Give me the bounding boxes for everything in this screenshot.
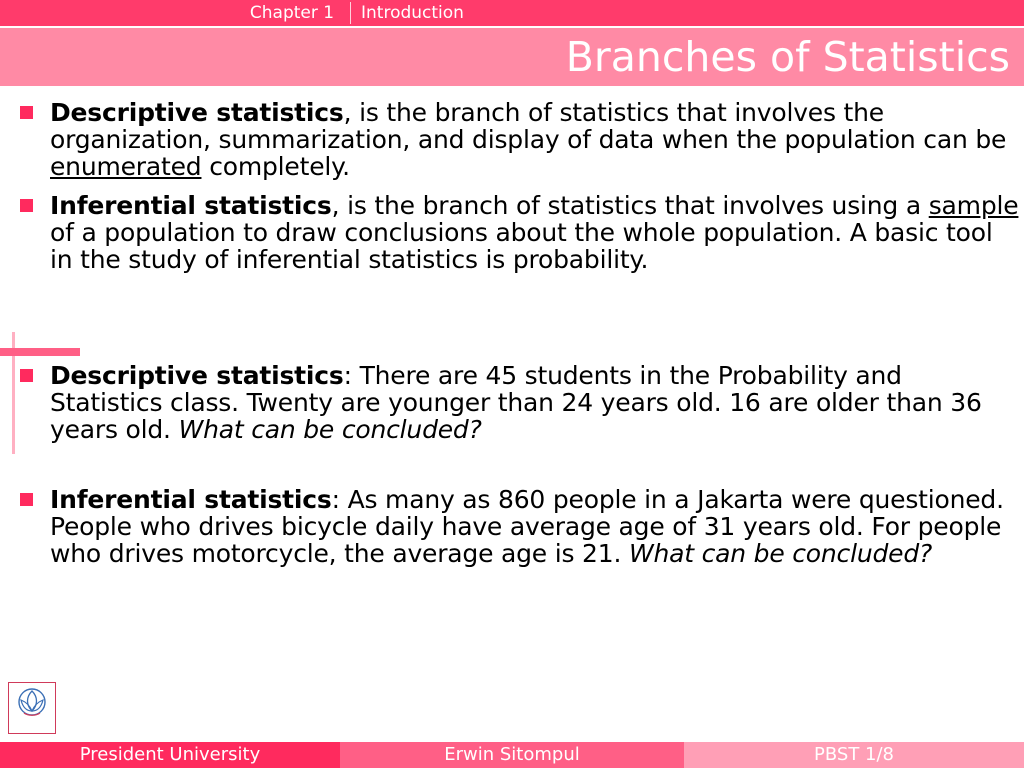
bullet-text (50, 192, 1020, 273)
bullet-descriptive-definition (20, 99, 1020, 180)
bullet-inferential-definition (20, 192, 1020, 273)
term: Descriptive statistics (50, 98, 344, 127)
term: Inferential statistics (50, 485, 332, 514)
university-logo (8, 682, 56, 734)
bullet-text (50, 99, 1020, 180)
bullet-body: : There are 45 students in the Probability and Statistics class. Twenty are younger than 24 years old. 16 are older than 36 years old. (50, 361, 982, 444)
slide-title: Branches of Statistics (565, 33, 1010, 81)
square-bullet-icon (20, 106, 33, 119)
lotus-logo-icon (9, 683, 55, 733)
bullet-descriptive-example (20, 362, 1020, 443)
term: Inferential statistics (50, 191, 332, 220)
footer-page-number: PBST 1/8 (684, 742, 1024, 768)
square-bullet-icon (20, 493, 33, 506)
chapter-label: Chapter 1 (249, 3, 335, 23)
bullet-text (50, 362, 1020, 443)
section-label: Introduction (361, 3, 464, 23)
footer-author: Erwin Sitompul (340, 742, 684, 768)
underlined-term: enumerated (50, 152, 202, 181)
square-bullet-icon (20, 369, 33, 382)
footer (0, 742, 1024, 768)
bullet-inferential-example (20, 486, 1020, 567)
bullet-text (50, 486, 1020, 567)
bullet-body-end: completely. (201, 152, 350, 181)
underlined-term: sample (928, 191, 1019, 220)
footer-institution: President University (0, 742, 340, 768)
question: What can be concluded? (178, 415, 482, 444)
square-bullet-icon (20, 199, 33, 212)
bullet-body-end: of a population to draw conclusions about the whole population. A basic tool in the study of inferential statistics is probability. (50, 218, 993, 274)
bullet-body: : As many as 860 people in a Jakarta were questioned. People who drives bicycle daily have average age of 31 years old. For people who drives motorcycle, the average age is 21. (50, 485, 1004, 568)
term: Descriptive statistics (50, 361, 344, 390)
bullet-body: , is the branch of statistics that involves using a (331, 191, 929, 220)
question: What can be concluded? (628, 539, 933, 568)
bullet-body: , is the branch of statistics that involves the organization, summarization, and display of data when the population can be (50, 98, 1007, 154)
